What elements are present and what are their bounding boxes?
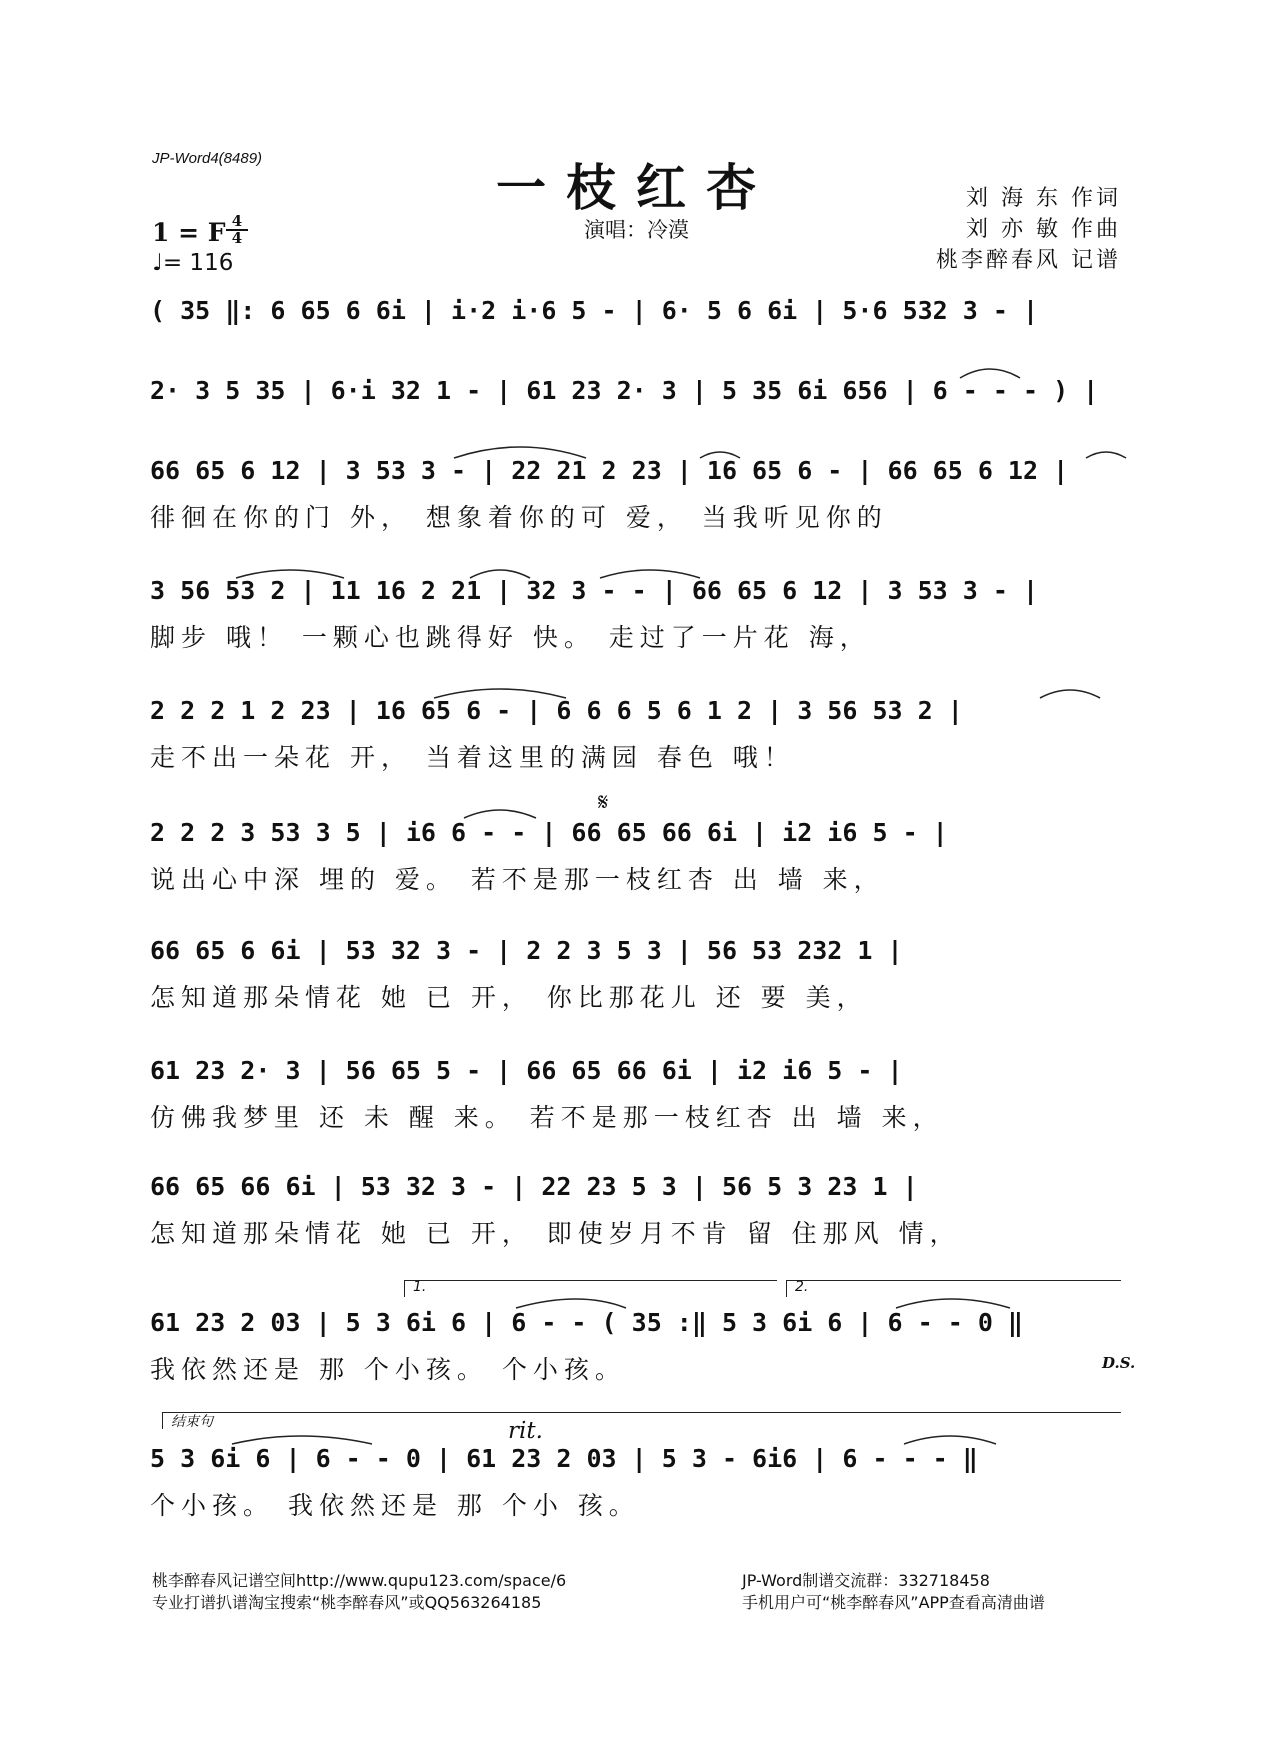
slur — [454, 447, 586, 458]
song-title: 一枝红杏 — [496, 158, 776, 217]
slur — [1086, 452, 1126, 458]
score-line-9-notes: 66 65 66 6i | 53 32 3 - | 22 23 5 3 | 56 5 3 23 1 | — [150, 1172, 918, 1201]
slur — [464, 810, 536, 818]
tempo-marking: ♩= 116 — [152, 250, 234, 276]
slur — [232, 1436, 372, 1444]
time-denominator: 4 — [231, 229, 243, 247]
score-line-7-lyrics: 怎知道那朵情花 她 已 开， 你比那花儿 还 要 美， — [150, 983, 868, 1012]
lyricist-credit: 刘 海 东 作词 — [966, 186, 1121, 211]
score-line-11-notes: 5 3 6i 6 | 6 - - 0 | 61 23 2 03 | 5 3 - 6i6 | 6 - - - ‖ — [150, 1444, 978, 1473]
slur — [600, 570, 700, 578]
slur — [700, 452, 740, 458]
slur — [896, 1299, 1010, 1308]
transcriber-credit: 桃李醉春风 记谱 — [936, 248, 1121, 273]
time-numerator: 4 — [226, 214, 248, 231]
score-line-8-lyrics: 仿佛我梦里 还 未 醒 来。 若不是那一枝红杏 出 墙 来， — [150, 1103, 944, 1132]
segno-sign: 𝄋 — [598, 788, 609, 816]
footer-left-line-2: 专业打谱扒谱淘宝搜索“桃李醉春风”或QQ563264185 — [152, 1593, 542, 1612]
key-signature: 1 = F — [152, 218, 226, 247]
slur — [960, 369, 1020, 378]
score-line-6-lyrics: 说出心中深 埋的 爱。 若不是那一枝红杏 出 墙 来， — [150, 865, 885, 894]
composer-credit: 刘 亦 敏 作曲 — [966, 217, 1121, 242]
ritardando-mark: rit. — [508, 1418, 543, 1444]
volta-first-label: 1. — [413, 1279, 427, 1295]
score-line-7-notes: 66 65 6 6i | 53 32 3 - | 2 2 3 5 3 | 56 53 232 1 | — [150, 936, 903, 965]
slur — [904, 1436, 996, 1444]
score-line-11-lyrics: 个小孩。 我依然还是 那 个小 孩。 — [150, 1491, 640, 1520]
singer-credit: 演唱：冷漠 — [584, 218, 689, 242]
score-line-3-lyrics: 徘徊在你的门 外， 想象着你的可 爱， 当我听见你的 — [150, 503, 888, 532]
slur — [516, 1299, 626, 1308]
software-label: JP-Word4(8489) — [152, 150, 263, 167]
slur — [434, 689, 566, 698]
slur — [470, 570, 530, 578]
score-line-9-lyrics: 怎知道那朵情花 她 已 开， 即使岁月不肯 留 住那风 情， — [150, 1219, 961, 1248]
score-line-3-notes: 66 65 6 12 | 3 53 3 - | 22 21 2 23 | 16 65 6 - | 66 65 6 12 | — [150, 456, 1069, 485]
score-line-4-lyrics: 脚步 哦！ 一颗心也跳得好 快。 走过了一片花 海， — [150, 623, 871, 652]
footer-right-line-1: JP-Word制谱交流群：332718458 — [742, 1571, 990, 1590]
score-line-2-notes: 2· 3 5 35 | 6·i 32 1 - | 61 23 2· 3 | 5 35 6i 656 | 6 - - - ) | — [150, 376, 1099, 405]
score-line-8-notes: 61 23 2· 3 | 56 65 5 - | 66 65 66 6i | i2 i6 5 - | — [150, 1056, 903, 1085]
score-line-1-notes: ( 35 ‖: 6 65 6 6i | i·2 i·6 5 - | 6· 5 6 6i | 5·6 532 3 - | — [150, 296, 1039, 325]
score-line-6-notes: 2 2 2 3 53 3 5 | i6 6 - - | 66 65 66 6i | i2 i6 5 - | — [150, 818, 948, 847]
score-line-4-notes: 3 56 53 2 | 11 16 2 21 | 32 3 - - | 66 65 6 12 | 3 53 3 - | — [150, 576, 1039, 605]
score-line-10-notes: 61 23 2 03 | 5 3 6i 6 | 6 - - ( 35 :‖ 5 3 6i 6 | 6 - - 0 ‖ — [150, 1308, 1023, 1337]
footer-left-line-1: 桃李醉春风记谱空间http://www.qupu123.com/space/6 — [152, 1571, 567, 1590]
slur — [1040, 690, 1100, 698]
ending-label: 结束句 — [171, 1414, 213, 1430]
footer-right-line-2: 手机用户可“桃李醉春风”APP查看高清曲谱 — [742, 1593, 1045, 1612]
volta-second-label: 2. — [795, 1279, 809, 1295]
score-line-5-lyrics: 走不出一朵花 开， 当着这里的满园 春色 哦！ — [150, 743, 795, 772]
slur — [236, 570, 344, 578]
score-line-5-notes: 2 2 2 1 2 23 | 16 65 6 - | 6 6 6 5 6 1 2 | 3 56 53 2 | — [150, 696, 963, 725]
score-line-10-lyrics: 我依然还是 那 个小孩。 个小孩。 — [150, 1355, 626, 1384]
dal-segno-mark: D.S. — [1102, 1354, 1136, 1372]
